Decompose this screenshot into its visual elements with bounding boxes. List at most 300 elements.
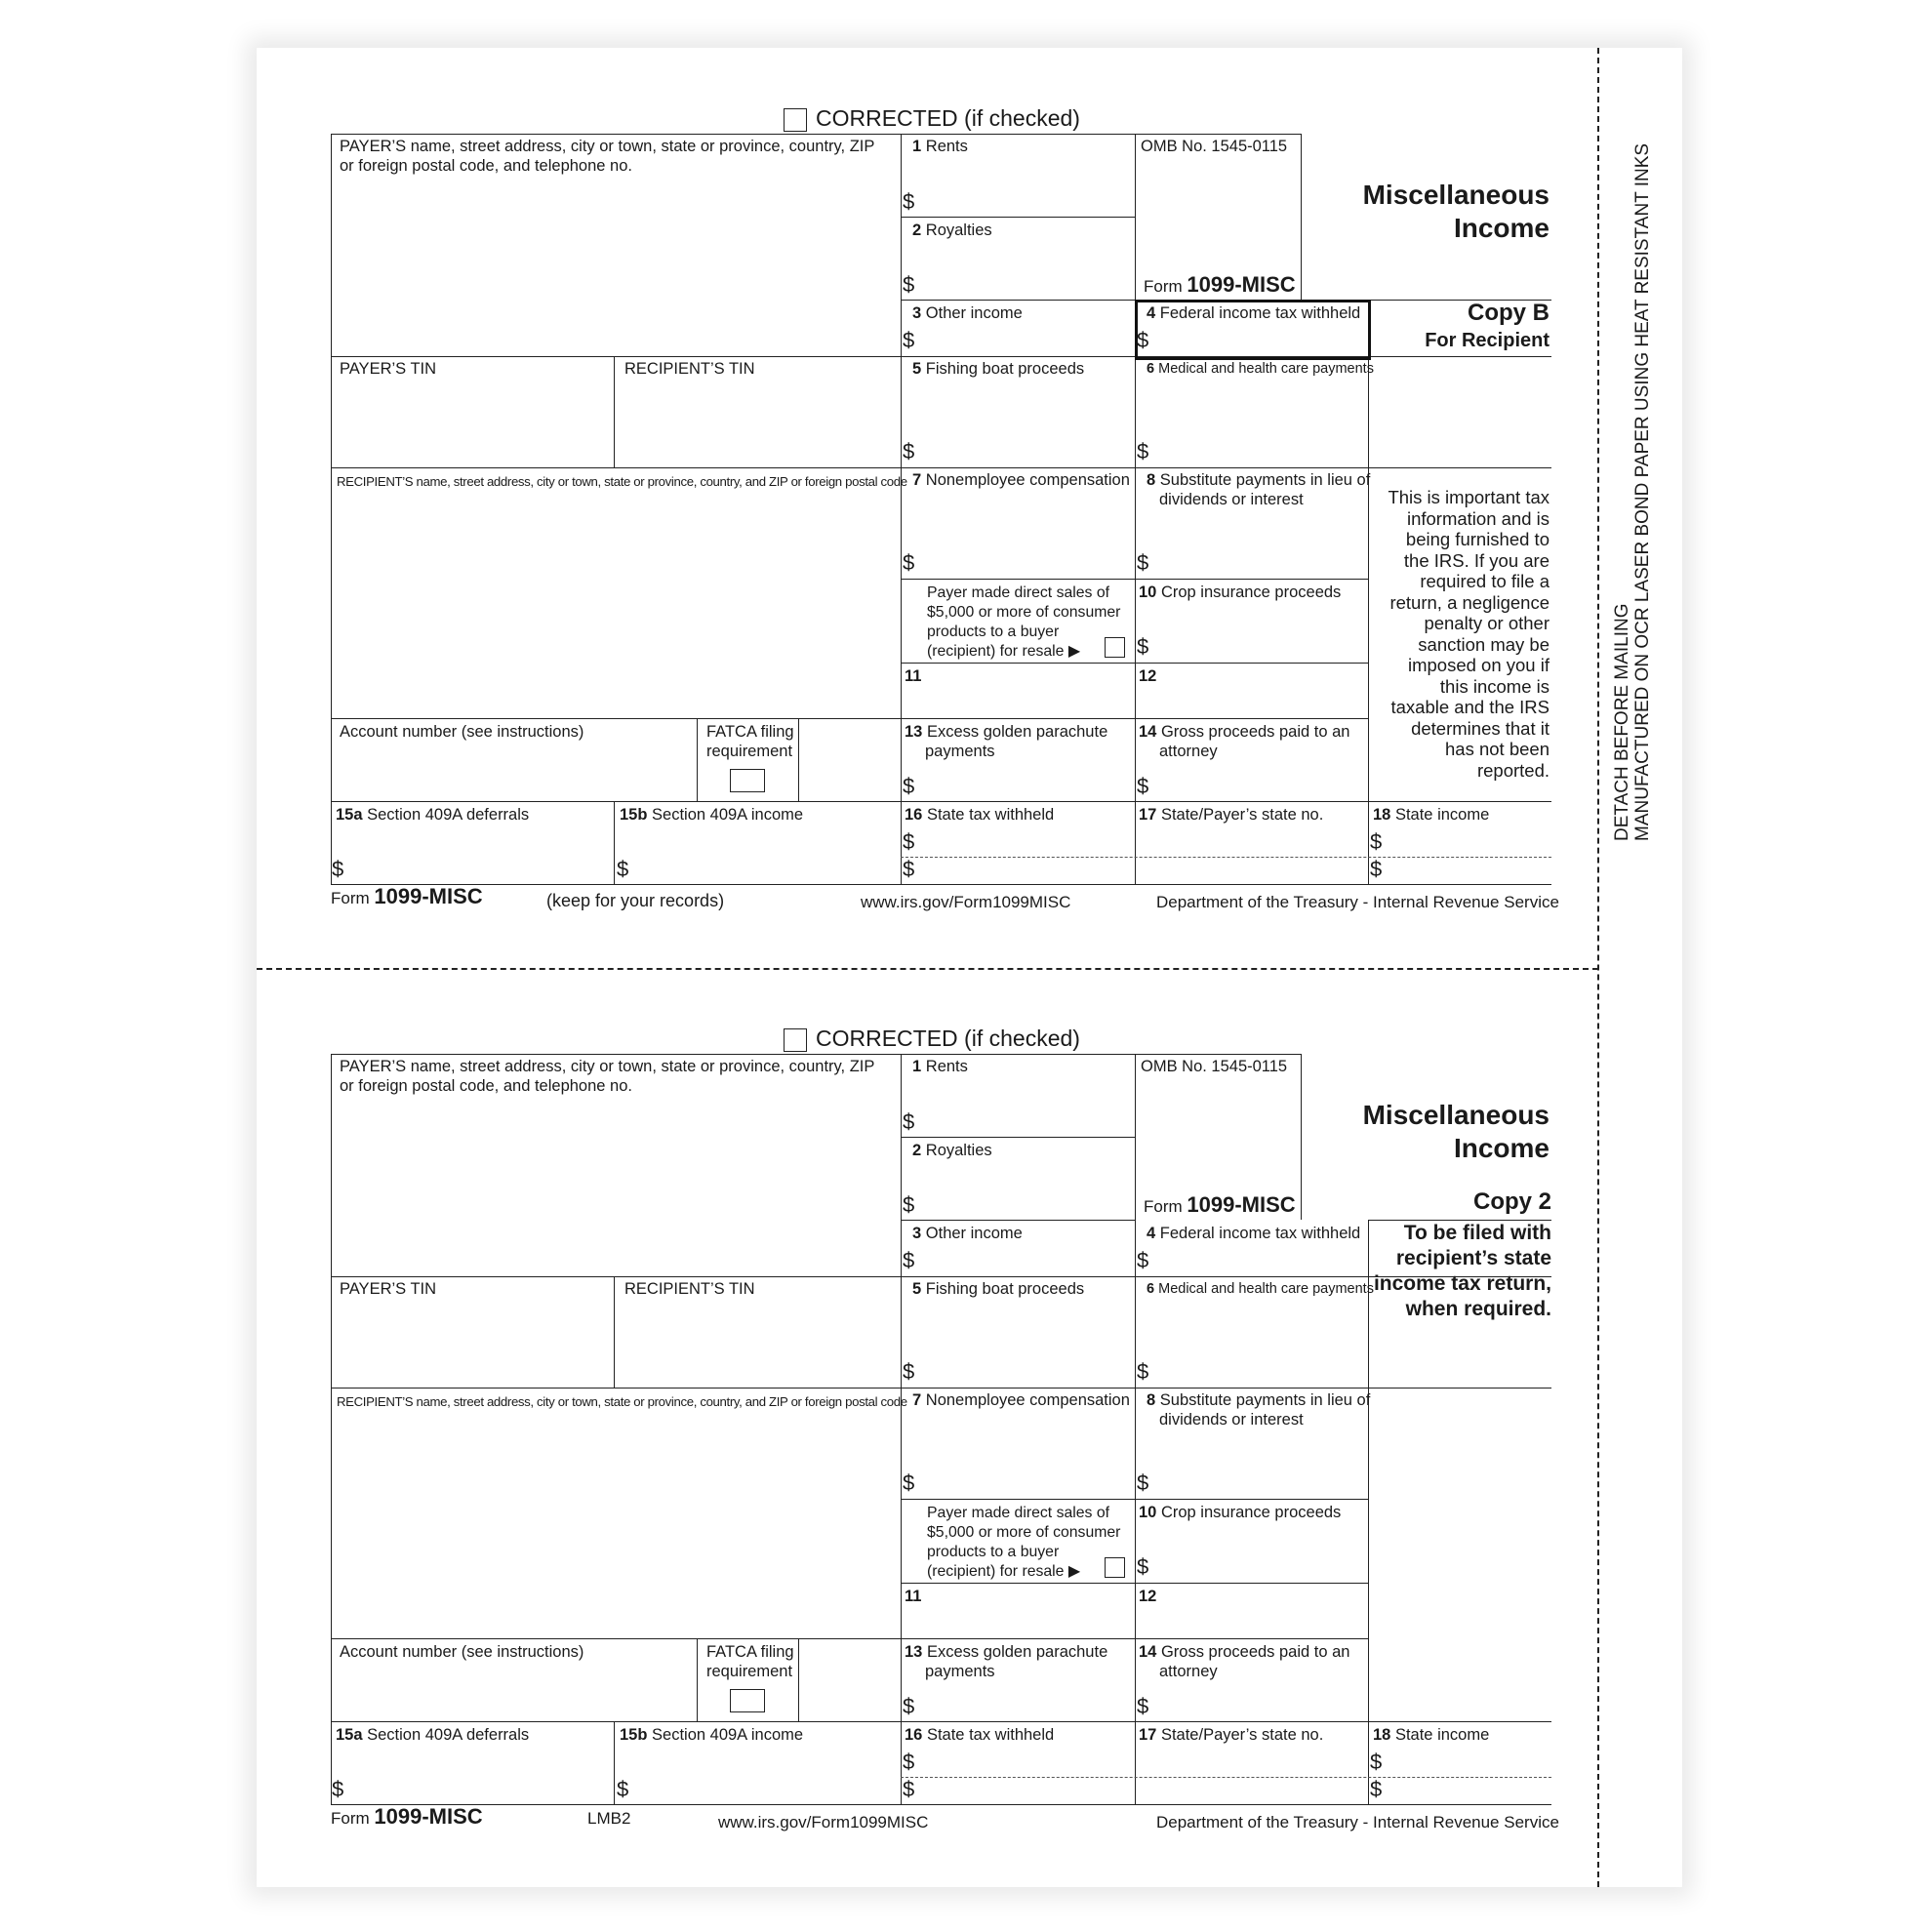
col-15a-15b: [614, 801, 615, 884]
fatca-label-1: [706, 722, 794, 742]
box-8-label-number: 8: [1147, 1391, 1156, 1409]
box-18-label-text: State income: [1394, 806, 1490, 824]
box-8-label-2: [1159, 490, 1304, 509]
box-9-line-2-text: $5,000 or more of consumer: [927, 1524, 1121, 1541]
box-15a-label-number: 15a: [336, 1726, 363, 1744]
box-9-line-1-text: Payer made direct sales of: [927, 1505, 1110, 1521]
box-15a-label-text: Section 409A deferrals: [367, 1726, 530, 1744]
payer-name-label: [340, 1057, 874, 1076]
notice-line-1: This is important tax: [1388, 487, 1550, 507]
omb-number-text: OMB No. 1545-0115: [1141, 138, 1288, 155]
footer-website[interactable]: www.irs.gov/Form1099MISC: [861, 893, 1071, 911]
box-18-dollar-2: $: [1370, 1777, 1383, 1801]
rule-2-3: [901, 1220, 1135, 1221]
box-1-label-number: 1: [912, 1058, 922, 1075]
fatca-left: [697, 1638, 698, 1721]
column-divider-1: [901, 1054, 902, 1805]
fatca-label-1-text: FATCA filing: [706, 723, 794, 741]
notice-line-9: imposed on you if: [1407, 655, 1550, 675]
recipient-name-label-text: RECIPIENT’S name, street address, city or town, state or province, country, and ZIP or foreign postal code: [337, 474, 907, 489]
box-6-label-text: Medical and health care payments: [1158, 361, 1374, 377]
fatca-label-2-text: requirement: [706, 743, 793, 760]
box-17-label-text: State/Payer’s state no.: [1160, 806, 1324, 824]
box-9-line-2: [927, 603, 1120, 623]
omb-form-word: Form: [1144, 277, 1183, 296]
box-7-dollar: $: [903, 550, 915, 575]
box-15b-dollar: $: [617, 857, 629, 881]
box-18-label-text: State income: [1394, 1726, 1490, 1744]
fatca-label-2: [706, 1662, 792, 1681]
box-11-label: [905, 666, 921, 686]
box-5-label: [912, 1279, 1084, 1299]
account-number-label-text: Account number (see instructions): [340, 1643, 584, 1661]
fatca-label-1-text: FATCA filing: [706, 1643, 794, 1661]
rule-10: [1135, 579, 1368, 580]
box-6-label-number: 6: [1147, 1281, 1155, 1297]
box-8-label-text: Substitute payments in lieu of: [1159, 1391, 1371, 1409]
box-10-dollar: $: [1137, 1554, 1149, 1579]
copy-title: Copy 2: [1472, 1188, 1551, 1215]
omb-number: [1141, 1057, 1287, 1076]
box-16-label: [905, 805, 1054, 825]
bottom-rule: [331, 884, 1551, 885]
omb-form-word: Form: [1144, 1197, 1183, 1216]
box-15b-label-number: 15b: [620, 1726, 648, 1744]
box-9-checkbox[interactable]: [1105, 1557, 1125, 1578]
omb-right-border: [1301, 134, 1302, 300]
box-8-label: [1147, 1390, 1370, 1410]
account-number-label: [340, 722, 584, 742]
box-3-label: [912, 1224, 1023, 1243]
omb-form-number: 1099-MISC: [1187, 272, 1296, 297]
box-11-label: [905, 1587, 921, 1606]
copy-subtitle-4: when required.: [1405, 1298, 1551, 1320]
box-3-label-text: Other income: [925, 1225, 1023, 1242]
box-5-label-text: Fishing boat proceeds: [925, 360, 1085, 378]
recipient-tin-label: [624, 1279, 755, 1299]
box-8-label-2: [1159, 1410, 1304, 1429]
copy-subtitle-3: income tax return,: [1373, 1272, 1551, 1295]
fatca-left: [697, 718, 698, 801]
box-5-dollar: $: [903, 1359, 915, 1384]
box-14-dollar: $: [1137, 774, 1149, 798]
box-16-label-number: 16: [905, 1726, 923, 1744]
top-rule-main: [331, 134, 1302, 135]
side-text-manufactured: MANUFACTURED ON OCR LASER BOND PAPER USING HEAT RESISTANT INKS: [1632, 142, 1653, 841]
form-title: [1308, 179, 1550, 245]
box-16-label: [905, 1725, 1054, 1745]
copy-title: Copy B: [1468, 300, 1550, 326]
recipient-name-label: [337, 1392, 907, 1412]
box-2-label-text: Royalties: [925, 221, 992, 239]
payer-name-label-text: PAYER’S name, street address, city or town, state or province, country, ZIP: [340, 138, 875, 155]
box-9-line-2: [927, 1523, 1120, 1543]
box-17-label-text: State/Payer’s state no.: [1160, 1726, 1324, 1744]
rule-1-2: [901, 1137, 1135, 1138]
fatca-right: [798, 1638, 799, 1721]
box-4-label-number: 4: [1147, 304, 1156, 322]
box-2-label-text: Royalties: [925, 1142, 992, 1159]
box-9-line-3-text: products to a buyer: [927, 1544, 1060, 1560]
box-2-label-number: 2: [912, 221, 922, 239]
box-5-label: [912, 359, 1084, 379]
box-8-label-number: 8: [1147, 471, 1156, 489]
box-16-label-text: State tax withheld: [926, 1726, 1055, 1744]
copy-subtitle-2: recipient’s state: [1395, 1247, 1551, 1269]
footer-form-word: Form: [331, 1809, 370, 1828]
box-2-dollar: $: [903, 1192, 915, 1217]
box-1-label: [912, 137, 968, 156]
footer-note: LMB2: [587, 1809, 631, 1828]
form-copy-2: [0, 920, 1932, 1842]
rule-10: [1135, 1499, 1368, 1500]
footer-form-number: 1099-MISC: [374, 1804, 483, 1829]
box-5-label-number: 5: [912, 360, 922, 378]
state-dashed-rule: [901, 857, 1551, 858]
box-12-label-number: 12: [1139, 667, 1157, 685]
title-line-1: Miscellaneous: [1362, 1100, 1550, 1130]
fatca-right: [798, 718, 799, 801]
box-16-dollar-1: $: [903, 829, 915, 854]
box-5-dollar: $: [903, 439, 915, 463]
footer-note: (keep for your records): [546, 891, 725, 910]
account-number-label-text: Account number (see instructions): [340, 723, 584, 741]
fatca-label-2: [706, 742, 792, 761]
column-divider-2: [1135, 134, 1136, 885]
notice-line-5: required to file a: [1420, 571, 1550, 591]
omb-form-name: [1144, 272, 1296, 298]
notice-line-10: this income is: [1439, 675, 1550, 697]
box-2-label: [912, 1141, 992, 1160]
box-13-label: [905, 1642, 1107, 1662]
box-6-label: [1147, 1279, 1374, 1299]
box-9-checkbox[interactable]: [1105, 637, 1125, 658]
recipient-tin-label: [624, 359, 755, 379]
box-2-dollar: $: [903, 272, 915, 297]
box-15a-label: [336, 805, 529, 825]
box-13-dollar: $: [903, 774, 915, 798]
box-9-line-4: [927, 642, 1080, 662]
footer-form-word: Form: [331, 889, 370, 907]
box-14-dollar: $: [1137, 1694, 1149, 1718]
box-6-label-text: Medical and health care payments: [1158, 1281, 1374, 1297]
recipient-tin-label-text: RECIPIENT’S TIN: [624, 1280, 755, 1298]
box-10-label-text: Crop insurance proceeds: [1160, 1504, 1342, 1521]
recipient-tin-label-text: RECIPIENT’S TIN: [624, 360, 755, 378]
box-13-label-2: [925, 742, 995, 761]
corrected-label-text: CORRECTED (if checked): [816, 105, 1080, 131]
box-9-line-3-text: products to a buyer: [927, 624, 1060, 640]
box-10-label: [1139, 1503, 1341, 1522]
box-8-dollar: $: [1137, 550, 1149, 575]
box-9-line-3: [927, 1543, 1059, 1562]
box-17-label-number: 17: [1139, 806, 1157, 824]
box-13-label-number: 13: [905, 1643, 923, 1661]
box-11-label-number: 11: [905, 1588, 922, 1605]
payer-tin-label-text: PAYER’S TIN: [340, 1280, 437, 1298]
rule-9: [901, 1499, 1135, 1500]
rule-8: [1135, 467, 1368, 468]
box-18-label: [1373, 1725, 1489, 1745]
fatca-checkbox[interactable]: [730, 1689, 765, 1712]
recipient-name-label: [337, 472, 907, 492]
box-2-label: [912, 221, 992, 240]
rule-11-12: [901, 663, 1368, 664]
payer-name-label-2: [340, 1076, 632, 1096]
column-divider-2: [1135, 1054, 1136, 1805]
box-14-label-number: 14: [1139, 1643, 1157, 1661]
top-rule-main: [331, 1054, 1302, 1055]
box-15b-label: [620, 1725, 803, 1745]
box-7-label-number: 7: [912, 1391, 922, 1409]
fatca-checkbox[interactable]: [730, 769, 765, 792]
box-15a-label-text: Section 409A deferrals: [367, 806, 530, 824]
box-18-dollar-1: $: [1370, 829, 1383, 854]
bottom-rule: [331, 1804, 1551, 1805]
box-15b-label-number: 15b: [620, 806, 648, 824]
omb-number: [1141, 137, 1287, 156]
box-8-label-2-text: dividends or interest: [1159, 491, 1304, 508]
corrected-checkbox[interactable]: [784, 1028, 807, 1052]
payer-tin-label: [340, 359, 436, 379]
box-15a-label-number: 15a: [336, 806, 363, 824]
box-14-label-number: 14: [1139, 723, 1157, 741]
corrected-checkbox[interactable]: [784, 108, 807, 132]
box-12-label: [1139, 1587, 1156, 1606]
box-7-label: [912, 1390, 1130, 1410]
payer-tin-label: [340, 1279, 436, 1299]
notice-line-7: penalty or other: [1424, 613, 1550, 633]
box-3-label-number: 3: [912, 1225, 922, 1242]
box-12-label: [1139, 666, 1156, 686]
left-border: [331, 1054, 332, 1805]
rule-recipient: [331, 467, 1551, 468]
box-13-label-number: 13: [905, 723, 923, 741]
title-line-1: Miscellaneous: [1362, 180, 1550, 210]
box-13-label-text: Excess golden parachute: [926, 723, 1108, 741]
box-10-label: [1139, 583, 1341, 602]
payer-tin-label-text: PAYER’S TIN: [340, 360, 437, 378]
box-14-label-2: [1159, 742, 1218, 761]
box-14-label: [1139, 722, 1349, 742]
box-7-label-text: Nonemployee compensation: [925, 1391, 1130, 1409]
box-4-label-text: Federal income tax withheld: [1159, 304, 1361, 322]
box-10-label-number: 10: [1139, 584, 1157, 601]
rule-15: [331, 1721, 1551, 1722]
box-3-dollar: $: [903, 1248, 915, 1272]
box-16-dollar-1: $: [903, 1750, 915, 1774]
title-line-2: Income: [1453, 1133, 1550, 1163]
box-1-label-text: Rents: [925, 1058, 968, 1075]
box-15a-label: [336, 1725, 529, 1745]
box-3-label-text: Other income: [925, 304, 1023, 322]
box-18-dollar-2: $: [1370, 857, 1383, 881]
box-4-label-text: Federal income tax withheld: [1159, 1225, 1361, 1242]
col-15a-15b: [614, 1721, 615, 1804]
box-15b-label-text: Section 409A income: [652, 1726, 804, 1744]
box-9-line-1: [927, 584, 1109, 603]
box-5-label-text: Fishing boat proceeds: [925, 1280, 1085, 1298]
box-13-label-text: Excess golden parachute: [926, 1643, 1108, 1661]
state-dashed-rule: [901, 1777, 1551, 1778]
box-9-line-4-text: (recipient) for resale ▶: [927, 643, 1081, 660]
box-9-line-1: [927, 1504, 1109, 1523]
copy-subtitle-1: For Recipient: [1425, 330, 1550, 351]
box-10-label-text: Crop insurance proceeds: [1160, 584, 1342, 601]
box-18-label-number: 18: [1373, 1726, 1391, 1744]
payer-name-label-2-text: or foreign postal code, and telephone no.: [340, 157, 632, 175]
box-6-dollar: $: [1137, 439, 1149, 463]
footer-form-name: [331, 1804, 483, 1830]
account-number-label: [340, 1642, 584, 1662]
box-13-label-2-text: payments: [925, 1663, 995, 1680]
payer-name-label: [340, 137, 874, 156]
box-18-label: [1373, 805, 1489, 825]
footer-department: Department of the Treasury - Internal Revenue Service: [1156, 893, 1559, 911]
box-4-label: [1147, 1224, 1360, 1243]
omb-form-name: [1144, 1192, 1296, 1218]
form-title: [1308, 1099, 1550, 1165]
box-10-label-number: 10: [1139, 1504, 1157, 1521]
box-5-label-number: 5: [912, 1280, 922, 1298]
footer-form-name: [331, 884, 483, 909]
notice-line-8: sanction may be: [1418, 633, 1550, 655]
box-15a-dollar: $: [332, 1777, 344, 1801]
footer-form-number: 1099-MISC: [374, 884, 483, 908]
side-text-detach: DETACH BEFORE MAILING: [1612, 603, 1632, 841]
box-9-line-4: [927, 1562, 1080, 1582]
box-9-line-4-text: (recipient) for resale ▶: [927, 1563, 1081, 1580]
box-3-dollar: $: [903, 328, 915, 352]
notice-line-3: being furnished to: [1405, 529, 1550, 549]
rule-15: [331, 801, 1551, 802]
box-18-label-number: 18: [1373, 806, 1391, 824]
fatca-label-1: [706, 1642, 794, 1662]
box-8-dollar: $: [1137, 1470, 1149, 1495]
box-16-dollar-2: $: [903, 857, 915, 881]
box-15b-dollar: $: [617, 1777, 629, 1801]
notice-line-11: taxable and the IRS: [1390, 697, 1550, 717]
box-8-label: [1147, 470, 1370, 490]
notice-line-12: determines that it: [1411, 717, 1550, 739]
footer-department: Department of the Treasury - Internal Revenue Service: [1156, 1813, 1559, 1831]
box-3-label-number: 3: [912, 304, 922, 322]
payer-name-label-2: [340, 156, 632, 176]
box-3-label: [912, 303, 1023, 323]
box-17-label: [1139, 805, 1323, 825]
box-2-label-number: 2: [912, 1142, 922, 1159]
rule-8: [1135, 1388, 1368, 1389]
copy-designation: [1368, 299, 1550, 353]
box-17-label: [1139, 1725, 1323, 1745]
corrected-label-text: CORRECTED (if checked): [816, 1026, 1080, 1051]
box-4-label-number: 4: [1147, 1225, 1156, 1242]
omb-right-border: [1301, 1054, 1302, 1220]
box-4-dollar: $: [1137, 1248, 1149, 1272]
rule-11-12: [901, 1583, 1368, 1584]
title-line-2: Income: [1453, 213, 1550, 243]
box-7-label-text: Nonemployee compensation: [925, 471, 1130, 489]
box-14-label-2-text: attorney: [1159, 1663, 1218, 1680]
notice-line-13: has not been: [1445, 739, 1550, 759]
box-1-label: [912, 1057, 968, 1076]
box-13-label-2-text: payments: [925, 743, 995, 760]
box-8-label-text: Substitute payments in lieu of: [1159, 471, 1371, 489]
box-6-dollar: $: [1137, 1359, 1149, 1384]
box-4-highlight: [1135, 300, 1371, 360]
tin-divider: [614, 1276, 615, 1388]
box-17-label-number: 17: [1139, 1726, 1157, 1744]
payer-name-label-text: PAYER’S name, street address, city or town, state or province, country, ZIP: [340, 1058, 875, 1075]
box-13-dollar: $: [903, 1694, 915, 1718]
box-14-label: [1139, 1642, 1349, 1662]
box-1-dollar: $: [903, 189, 915, 214]
box-4-dollar: $: [1137, 328, 1149, 352]
footer-website[interactable]: www.irs.gov/Form1099MISC: [718, 1813, 929, 1831]
box-16-label-number: 16: [905, 806, 923, 824]
box-9-line-3: [927, 623, 1059, 642]
box-1-label-number: 1: [912, 138, 922, 155]
notice-line-2: information and is: [1406, 507, 1550, 529]
rule-1-2: [901, 217, 1135, 218]
box-14-label-2: [1159, 1662, 1218, 1681]
box-14-label-text: Gross proceeds paid to an: [1160, 723, 1350, 741]
box-8-label-2-text: dividends or interest: [1159, 1411, 1304, 1429]
box-18-dollar-1: $: [1370, 1750, 1383, 1774]
box-1-dollar: $: [903, 1109, 915, 1134]
box-10-dollar: $: [1137, 634, 1149, 659]
box-15b-label-text: Section 409A income: [652, 806, 804, 824]
box-14-label-text: Gross proceeds paid to an: [1160, 1643, 1350, 1661]
rule-account: [331, 718, 1368, 719]
box-13-label: [905, 722, 1107, 742]
corrected-label: [816, 105, 1080, 131]
form-copy-1: [0, 0, 1932, 922]
box-16-dollar-2: $: [903, 1777, 915, 1801]
notice-line-14: reported.: [1476, 759, 1550, 781]
recipient-name-label-text: RECIPIENT’S name, street address, city or town, state or province, country, and ZIP or foreign postal code: [337, 1394, 907, 1409]
rule-account: [331, 1638, 1368, 1639]
copy-subtitle-1: To be filed with: [1403, 1222, 1551, 1244]
box-6-label-number: 6: [1147, 361, 1155, 377]
recipient-notice: [1364, 487, 1550, 781]
box-7-label: [912, 470, 1130, 490]
copy-designation: [1368, 1187, 1551, 1322]
corrected-label: [816, 1026, 1080, 1051]
omb-number-text: OMB No. 1545-0115: [1141, 1058, 1288, 1075]
box-16-label-text: State tax withheld: [926, 806, 1055, 824]
box-11-label-number: 11: [905, 667, 922, 685]
box-15b-label: [620, 805, 803, 825]
box-9-line-1-text: Payer made direct sales of: [927, 584, 1110, 601]
notice-line-6: return, a negligence: [1389, 591, 1550, 613]
box-13-label-2: [925, 1662, 995, 1681]
column-divider-1: [901, 134, 902, 885]
box-9-line-2-text: $5,000 or more of consumer: [927, 604, 1121, 621]
omb-form-number: 1099-MISC: [1187, 1192, 1296, 1217]
box-7-label-number: 7: [912, 471, 922, 489]
left-border: [331, 134, 332, 885]
box-6-label: [1147, 359, 1374, 379]
box-12-label-number: 12: [1139, 1588, 1157, 1605]
box-15a-dollar: $: [332, 857, 344, 881]
rule-9: [901, 579, 1135, 580]
notice-line-4: the IRS. If you are: [1403, 549, 1550, 571]
box-14-label-2-text: attorney: [1159, 743, 1218, 760]
tin-divider: [614, 356, 615, 467]
rule-2-3: [901, 300, 1135, 301]
rule-recipient: [331, 1388, 1551, 1389]
